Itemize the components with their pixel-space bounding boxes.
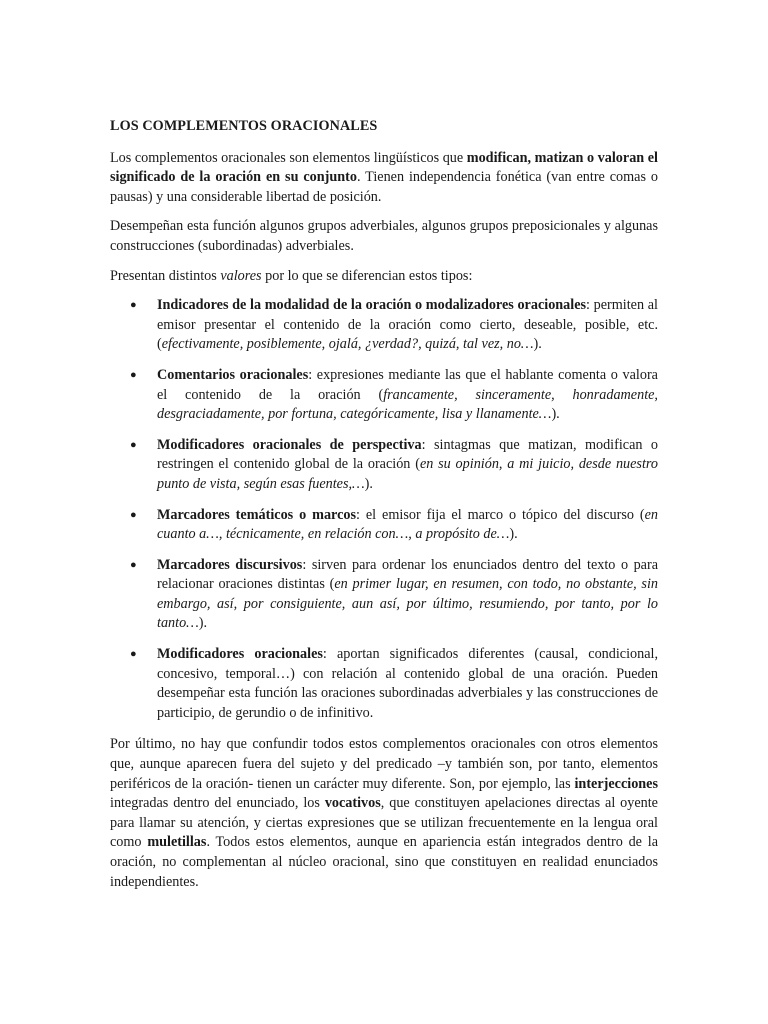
type-term: Modificadores oracionales <box>157 646 323 663</box>
type-term: Marcadores discursivos <box>157 556 303 573</box>
final-text-1: Por último, no hay que confundir todos estos complementos oracionales con otros elementos que, aunque aparecen fuera del sujeto y del predicado –y también son, por tanto, elementos periféricos de la oración- tienen un carácter muy diferente. Son, por ejemplo, las <box>110 736 658 792</box>
list-item <box>110 506 658 545</box>
type-close: ). <box>551 406 560 423</box>
type-desc: : expresiones mediante las que el hablante comenta o valora el contenido de la oración ( <box>157 366 658 403</box>
type-desc: : sirven para ordenar los enunciados dentro del texto o para relacionar oraciones distintas ( <box>157 556 658 593</box>
type-close: ). <box>533 336 542 353</box>
values-paragraph <box>110 267 658 287</box>
list-item <box>110 296 658 355</box>
type-desc: : aportan significados diferentes (causal, condicional, concesivo, temporal…) con relación al contenido global de una oración. Pueden desempeñar esta función las oraciones subordinadas adverbiales y las construcciones de participio, de gerundio o de infinitivo. <box>157 646 659 721</box>
intro-text-1: Los complementos oracionales son elementos lingüísticos que <box>110 149 467 166</box>
type-examples: efectivamente, posiblemente, ojalá, ¿verdad?, quizá, tal vez, no… <box>161 336 534 353</box>
final-text-2: integradas dentro del enunciado, los <box>110 795 325 812</box>
final-bold-muletillas: muletillas <box>147 834 207 851</box>
bullet-icon: ● <box>130 299 137 312</box>
values-text-1: Presentan distintos <box>110 267 221 284</box>
values-text-2: por lo que se diferencian estos tipos: <box>261 267 473 284</box>
bullet-icon: ● <box>130 368 137 381</box>
type-close: ). <box>198 615 208 632</box>
type-term: Indicadores de la modalidad de la oración o modalizadores oracionales <box>157 297 587 314</box>
type-term: Comentarios oracionales <box>157 366 309 383</box>
type-term: Marcadores temáticos o marcos <box>157 506 357 523</box>
type-desc: : permiten al emisor presentar el contenido de la oración como cierto, deseable, posible, etc. ( <box>157 297 658 353</box>
type-close: ). <box>364 475 373 492</box>
type-examples: en cuanto a…, técnicamente, en relación con…, a propósito de… <box>157 506 658 543</box>
function-paragraph: Desempeñan esta función algunos grupos adverbiales, algunos grupos preposicionales y algunas construcciones (subordinadas) adverbiales. <box>110 218 658 254</box>
final-bold-vocativos: vocativos <box>324 795 381 812</box>
final-text-3: , que constituyen apelaciones directas al oyente para llamar su atención, y ciertas expresiones que se utilizan frecuentemente en la lengua oral como <box>110 795 658 851</box>
values-italic: valores <box>220 267 262 284</box>
type-examples: francamente, sinceramente, honradamente, desgraciadamente, por fortuna, categóricamente, lisa y llanamente… <box>157 386 658 423</box>
bullet-icon: ● <box>130 648 137 661</box>
intro-text-2: . Tienen independencia fonética (van entre comas o pausas) y una considerable libertad de posición. <box>110 169 658 205</box>
bullet-icon: ● <box>130 438 137 451</box>
type-term: Modificadores oracionales de perspectiva <box>157 436 422 453</box>
document-title: LOS COMPLEMENTOS ORACIONALES <box>110 118 378 134</box>
types-list <box>110 296 658 723</box>
list-item <box>110 436 658 495</box>
final-paragraph <box>110 735 658 892</box>
bullet-icon: ● <box>130 508 137 521</box>
list-item <box>110 366 658 425</box>
type-desc: : sintagmas que matizan, modifican o restringen el contenido global de la oración ( <box>157 436 659 473</box>
list-item <box>110 556 658 634</box>
list-item <box>110 645 658 723</box>
intro-paragraph <box>110 149 658 208</box>
type-examples: en su opinión, a mi juicio, desde nuestro punto de vista, según esas fuentes,… <box>157 456 658 492</box>
final-text-4: . Todos estos elementos, aunque en apariencia están integrados dentro de la oración, no complementan al núcleo oracional, sino que constituyen en realidad enunciados independientes. <box>110 834 658 890</box>
type-close: ). <box>509 526 518 543</box>
type-desc: : el emisor fija el marco o tópico del discurso ( <box>356 506 645 523</box>
bullet-icon: ● <box>130 558 137 571</box>
type-examples: en primer lugar, en resumen, con todo, no obstante, sin embargo, así, por consiguiente, aun así, por último, resumiendo, por tanto, por lo tanto… <box>157 576 658 632</box>
final-bold-interjecciones: interjecciones <box>574 775 658 792</box>
intro-bold-1: modifican, matizan o valoran el significado de la oración en su conjunto <box>110 149 658 186</box>
